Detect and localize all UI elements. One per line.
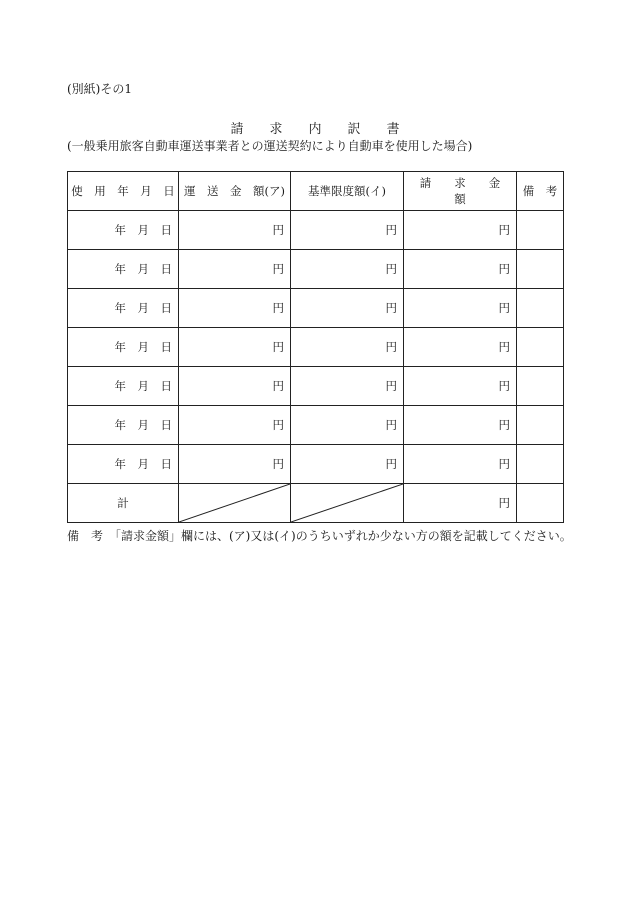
claim-cell: 円 — [404, 406, 517, 445]
limit-cell: 円 — [291, 328, 404, 367]
fare-cell: 円 — [179, 328, 291, 367]
header-date: 使 用 年 月 日 — [68, 172, 179, 211]
table-row — [68, 250, 564, 289]
struck-out-cell — [291, 484, 404, 523]
table-body — [68, 211, 564, 523]
header-remarks: 備 考 — [517, 172, 564, 211]
breakdown-table — [67, 171, 564, 523]
claim-cell: 円 — [404, 328, 517, 367]
header-limit: 基準限度額(イ) — [291, 172, 404, 211]
table-row — [68, 367, 564, 406]
limit-cell: 円 — [291, 211, 404, 250]
total-claim-cell: 円 — [404, 484, 517, 523]
table-row — [68, 406, 564, 445]
fare-cell: 円 — [179, 445, 291, 484]
remarks-cell — [517, 328, 564, 367]
fare-cell: 円 — [179, 406, 291, 445]
footnote: 備 考 「請求金額」欄には、(ア)又は(イ)のうちいずれか少ない方の額を記載してください。 — [67, 529, 572, 543]
table-row — [68, 328, 564, 367]
limit-cell: 円 — [291, 289, 404, 328]
fare-cell: 円 — [179, 250, 291, 289]
date-cell: 年 月 日 — [68, 211, 179, 250]
limit-cell: 円 — [291, 250, 404, 289]
document-subtitle: (一般乗用旅客自動車運送事業者との運送契約により自動車を使用した場合) — [67, 139, 473, 153]
date-cell: 年 月 日 — [68, 445, 179, 484]
fare-cell: 円 — [179, 289, 291, 328]
limit-cell: 円 — [291, 367, 404, 406]
date-cell: 年 月 日 — [68, 406, 179, 445]
header-row — [68, 172, 564, 211]
claim-cell: 円 — [404, 211, 517, 250]
header-claim: 請 求 金 額 — [404, 172, 517, 211]
claim-cell: 円 — [404, 445, 517, 484]
fare-cell: 円 — [179, 211, 291, 250]
limit-cell: 円 — [291, 445, 404, 484]
claim-cell: 円 — [404, 289, 517, 328]
table-row — [68, 211, 564, 250]
remarks-cell — [517, 250, 564, 289]
table-row — [68, 445, 564, 484]
remarks-cell — [517, 289, 564, 328]
struck-out-cell — [179, 484, 291, 523]
header-fare: 運 送 金 額(ア) — [179, 172, 291, 211]
date-cell: 年 月 日 — [68, 328, 179, 367]
diagonal-strike — [179, 484, 290, 522]
total-row — [68, 484, 564, 523]
remarks-cell — [517, 211, 564, 250]
date-cell: 年 月 日 — [68, 367, 179, 406]
remarks-cell — [517, 406, 564, 445]
diagonal-strike — [291, 484, 403, 522]
remarks-cell — [517, 367, 564, 406]
claim-cell: 円 — [404, 250, 517, 289]
limit-cell: 円 — [291, 406, 404, 445]
remarks-cell — [517, 445, 564, 484]
document-title: 請 求 内 訳 書 — [230, 122, 400, 137]
claim-cell: 円 — [404, 367, 517, 406]
reference-label: (別紙)その1 — [67, 82, 132, 96]
total-remarks-cell — [517, 484, 564, 523]
total-label: 計 — [68, 484, 179, 523]
date-cell: 年 月 日 — [68, 289, 179, 328]
date-cell: 年 月 日 — [68, 250, 179, 289]
table-row — [68, 289, 564, 328]
fare-cell: 円 — [179, 367, 291, 406]
